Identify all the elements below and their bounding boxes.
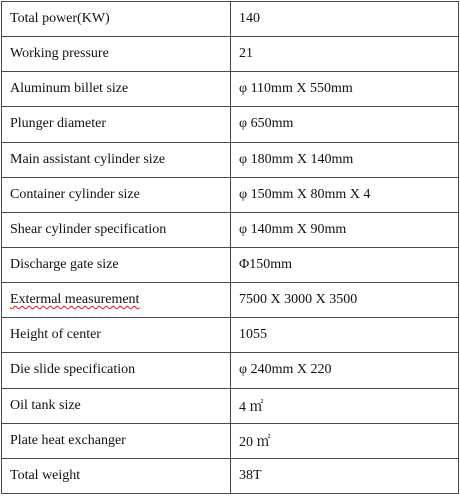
table-row	[2, 353, 459, 388]
spec-label: Plate heat exchanger	[2, 423, 231, 458]
specification-table	[1, 1, 459, 494]
spec-label: Total weight	[2, 458, 231, 493]
spec-label: Main assistant cylinder size	[2, 142, 231, 177]
spec-value: φ 150mm X 80mm X 4	[231, 177, 459, 212]
spec-value: 1055	[231, 318, 459, 353]
table-row	[2, 388, 459, 423]
spec-label	[2, 283, 231, 318]
spec-label: Container cylinder size	[2, 177, 231, 212]
table-row	[2, 107, 459, 142]
table-row	[2, 318, 459, 353]
spec-value: 20 ㎡	[231, 423, 459, 458]
spec-value: φ 650mm	[231, 107, 459, 142]
spec-value: Φ150mm	[231, 247, 459, 282]
table-row	[2, 177, 459, 212]
spec-value: 21	[231, 37, 459, 72]
spec-value: 140	[231, 2, 459, 37]
table-row	[2, 458, 459, 493]
spec-value: φ 110mm X 550mm	[231, 72, 459, 107]
spec-value: φ 140mm X 90mm	[231, 212, 459, 247]
spec-value: 4 ㎡	[231, 388, 459, 423]
spec-label: Plunger diameter	[2, 107, 231, 142]
spec-label: Shear cylinder specification	[2, 212, 231, 247]
table-row	[2, 37, 459, 72]
spec-value: φ 240mm X 220	[231, 353, 459, 388]
misspelled-word: Extermal measurement	[10, 292, 140, 308]
spec-label: Aluminum billet size	[2, 72, 231, 107]
table-row	[2, 2, 459, 37]
spec-label: Discharge gate size	[2, 247, 231, 282]
spec-label: Working pressure	[2, 37, 231, 72]
table-row	[2, 423, 459, 458]
table-row	[2, 247, 459, 282]
spec-label: Oil tank size	[2, 388, 231, 423]
spec-value: 7500 X 3000 X 3500	[231, 283, 459, 318]
table-row	[2, 142, 459, 177]
spec-value: φ 180mm X 140mm	[231, 142, 459, 177]
table-row	[2, 212, 459, 247]
spec-label: Height of center	[2, 318, 231, 353]
table-row	[2, 283, 459, 318]
spec-value: 38T	[231, 458, 459, 493]
spec-label: Total power(KW)	[2, 2, 231, 37]
spec-label: Die slide specification	[2, 353, 231, 388]
table-row	[2, 72, 459, 107]
